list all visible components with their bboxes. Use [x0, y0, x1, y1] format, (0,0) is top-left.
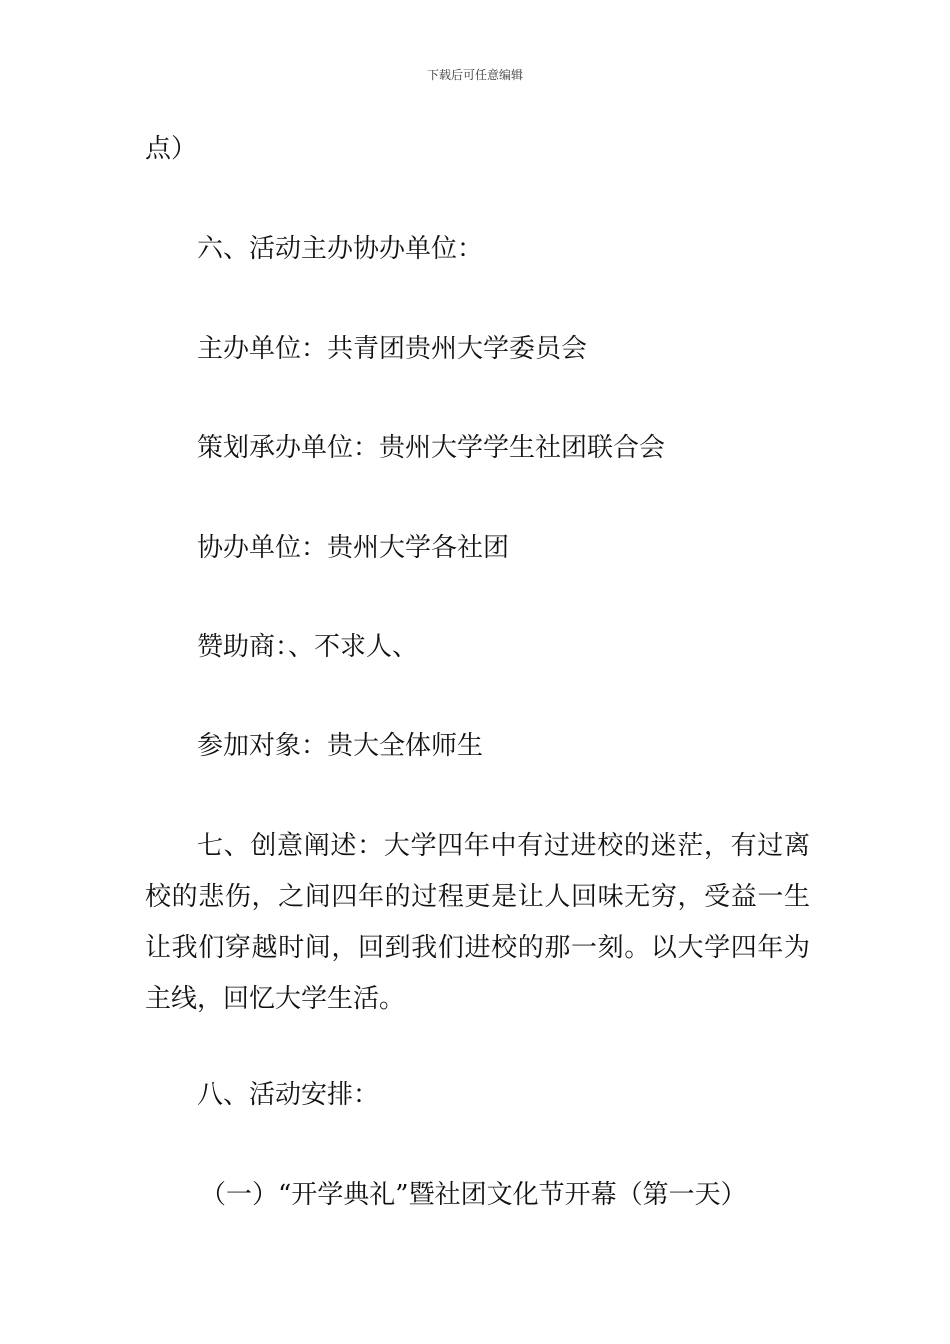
sponsor-line: 赞助商：、不求人、 — [197, 632, 419, 662]
header-note: 下载后可任意编辑 — [426, 68, 523, 82]
host-unit: 主办单位：共青团贵州大学委员会 — [197, 334, 588, 364]
organizer-unit: 策划承办单位：贵州大学学生社团联合会 — [197, 433, 666, 463]
continuation-text: 点） — [145, 134, 198, 164]
co-host-unit: 协办单位：贵州大学各社团 — [197, 533, 510, 563]
section-6-heading: 六、活动主办协办单位： — [197, 234, 484, 264]
section-8-heading: 八、活动安排： — [197, 1080, 380, 1110]
section-7-paragraph: 七、创意阐述：大学四年中有过进校的迷茫，有过离校的悲伤，之间四年的过程更是让人回味无穷，受益一生让我们穿越时间，回到我们进校的那一刻。以大学四年为主线，回忆大学生活。 — [145, 831, 810, 1014]
subsection-1-heading: （一）“开学典礼”暨社团文化节开幕（第一天） — [200, 1180, 747, 1210]
participants-line: 参加对象：贵大全体师生 — [197, 731, 484, 761]
